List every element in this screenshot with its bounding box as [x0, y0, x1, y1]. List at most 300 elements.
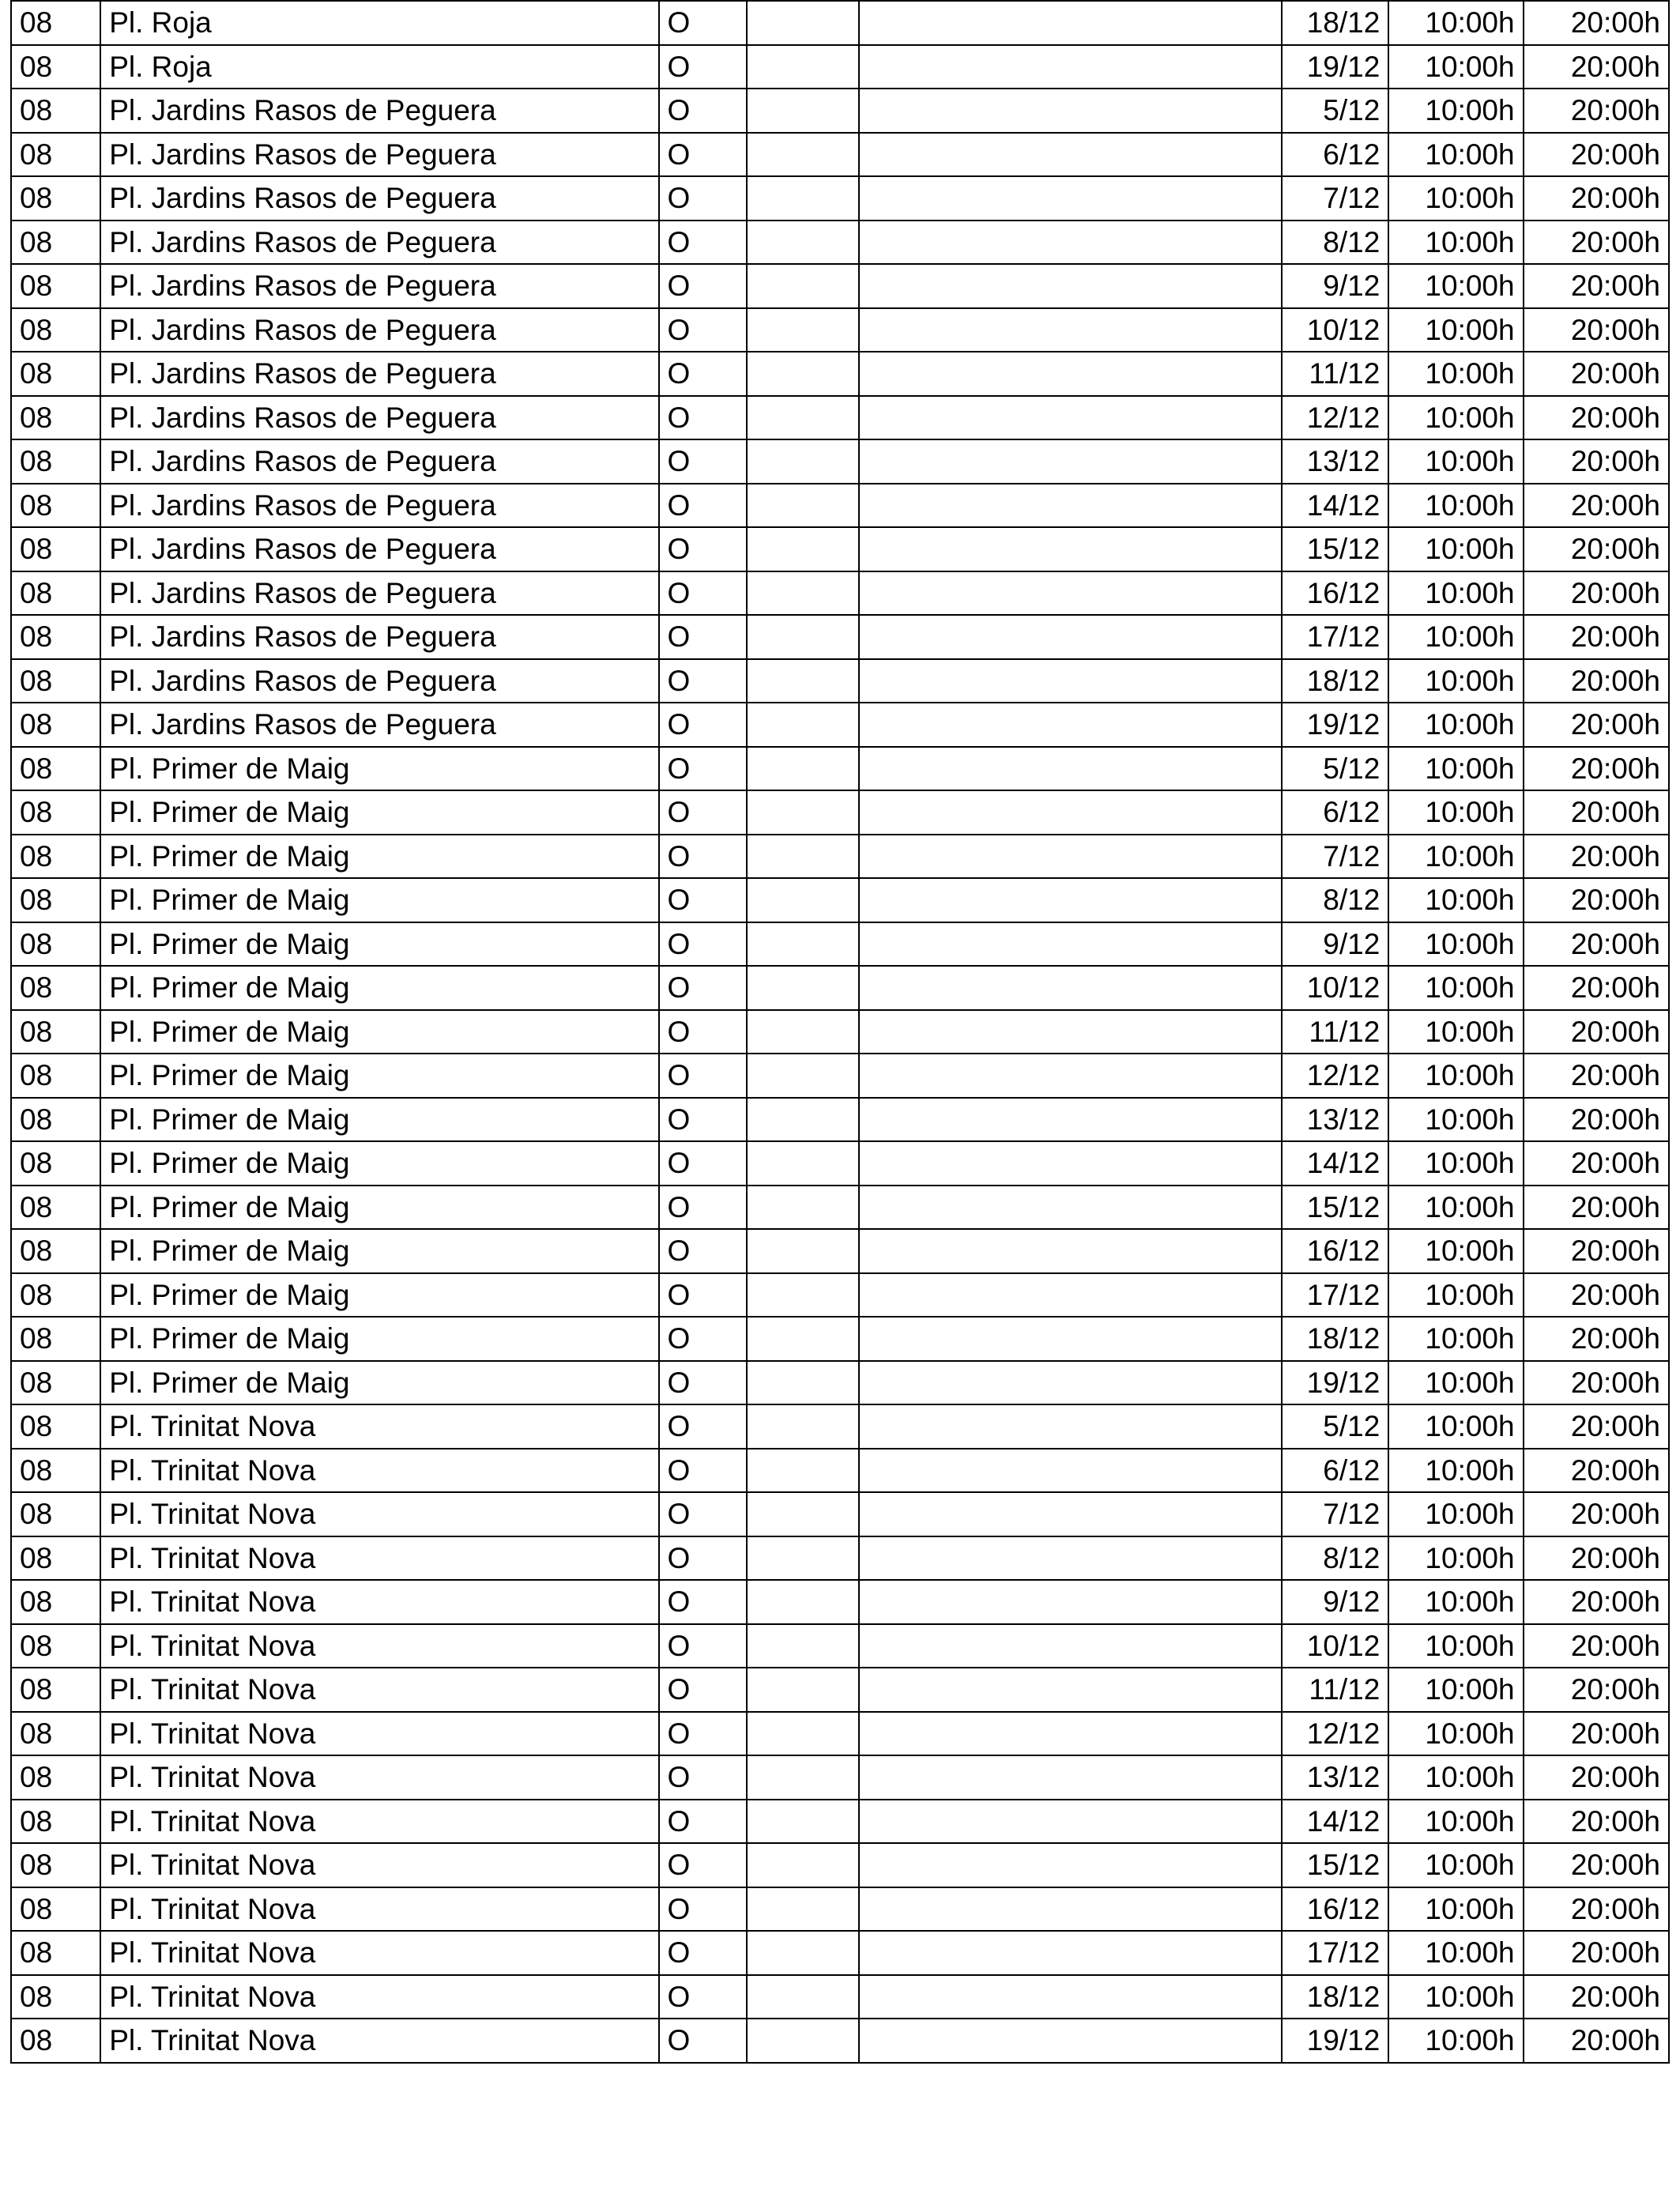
location-cell: Pl. Primer de Maig: [100, 1229, 658, 1273]
empty-cell: [859, 264, 1282, 308]
date-cell: 10/12: [1282, 1624, 1388, 1668]
empty-cell: [859, 1536, 1282, 1581]
empty-cell: [747, 1273, 859, 1318]
table-row: [11, 221, 1669, 265]
start-time-cell: 10:00h: [1388, 1580, 1523, 1624]
empty-cell: [747, 1186, 859, 1230]
start-time-cell: 10:00h: [1388, 922, 1523, 967]
type-cell: O: [659, 1054, 747, 1098]
empty-cell: [747, 1317, 859, 1361]
location-cell: Pl. Jardins Rasos de Peguera: [100, 264, 658, 308]
end-time-cell: 20:00h: [1524, 1229, 1669, 1273]
empty-cell: [859, 1404, 1282, 1449]
district-code-cell: 08: [11, 1141, 100, 1186]
table-row: [11, 1712, 1669, 1756]
start-time-cell: 10:00h: [1388, 527, 1523, 571]
end-time-cell: 20:00h: [1524, 1712, 1669, 1756]
date-cell: 13/12: [1282, 1755, 1388, 1800]
location-cell: Pl. Jardins Rasos de Peguera: [100, 133, 658, 177]
empty-cell: [747, 1975, 859, 2019]
type-cell: O: [659, 790, 747, 835]
end-time-cell: 20:00h: [1524, 747, 1669, 791]
location-cell: Pl. Primer de Maig: [100, 1010, 658, 1054]
location-cell: Pl. Jardins Rasos de Peguera: [100, 659, 658, 703]
date-cell: 18/12: [1282, 1, 1388, 45]
end-time-cell: 20:00h: [1524, 571, 1669, 616]
empty-cell: [859, 659, 1282, 703]
end-time-cell: 20:00h: [1524, 790, 1669, 835]
date-cell: 7/12: [1282, 176, 1388, 221]
end-time-cell: 20:00h: [1524, 1186, 1669, 1230]
district-code-cell: 08: [11, 1010, 100, 1054]
date-cell: 17/12: [1282, 1931, 1388, 1975]
location-cell: Pl. Trinitat Nova: [100, 1492, 658, 1536]
district-code-cell: 08: [11, 571, 100, 616]
district-code-cell: 08: [11, 1492, 100, 1536]
start-time-cell: 10:00h: [1388, 1, 1523, 45]
date-cell: 10/12: [1282, 308, 1388, 352]
date-cell: 8/12: [1282, 1536, 1388, 1581]
district-code-cell: 08: [11, 352, 100, 396]
location-cell: Pl. Jardins Rasos de Peguera: [100, 308, 658, 352]
location-cell: Pl. Jardins Rasos de Peguera: [100, 89, 658, 133]
type-cell: O: [659, 264, 747, 308]
date-cell: 17/12: [1282, 615, 1388, 659]
empty-cell: [747, 966, 859, 1010]
table-row: [11, 1098, 1669, 1142]
empty-cell: [747, 615, 859, 659]
table-row: [11, 1975, 1669, 2019]
empty-cell: [747, 396, 859, 440]
table-row: [11, 835, 1669, 879]
empty-cell: [747, 1712, 859, 1756]
end-time-cell: 20:00h: [1524, 1317, 1669, 1361]
type-cell: O: [659, 571, 747, 616]
table-row: [11, 659, 1669, 703]
empty-cell: [747, 439, 859, 484]
district-code-cell: 08: [11, 1887, 100, 1932]
date-cell: 11/12: [1282, 1668, 1388, 1712]
start-time-cell: 10:00h: [1388, 1712, 1523, 1756]
end-time-cell: 20:00h: [1524, 878, 1669, 922]
table-row: [11, 1931, 1669, 1975]
district-code-cell: 08: [11, 264, 100, 308]
empty-cell: [859, 1712, 1282, 1756]
type-cell: O: [659, 878, 747, 922]
table-row: [11, 1580, 1669, 1624]
date-cell: 8/12: [1282, 221, 1388, 265]
type-cell: O: [659, 1843, 747, 1887]
empty-cell: [859, 1010, 1282, 1054]
date-cell: 17/12: [1282, 1273, 1388, 1318]
table-row: [11, 1361, 1669, 1405]
district-code-cell: 08: [11, 439, 100, 484]
start-time-cell: 10:00h: [1388, 1536, 1523, 1581]
type-cell: O: [659, 1887, 747, 1932]
table-row: [11, 484, 1669, 528]
table-row: [11, 703, 1669, 747]
empty-cell: [747, 1010, 859, 1054]
end-time-cell: 20:00h: [1524, 703, 1669, 747]
district-code-cell: 08: [11, 966, 100, 1010]
district-code-cell: 08: [11, 221, 100, 265]
start-time-cell: 10:00h: [1388, 1975, 1523, 2019]
end-time-cell: 20:00h: [1524, 352, 1669, 396]
date-cell: 19/12: [1282, 2019, 1388, 2063]
type-cell: O: [659, 1186, 747, 1230]
schedule-table-body: [11, 1, 1669, 2063]
location-cell: Pl. Primer de Maig: [100, 878, 658, 922]
start-time-cell: 10:00h: [1388, 1098, 1523, 1142]
type-cell: O: [659, 922, 747, 967]
empty-cell: [859, 1800, 1282, 1844]
start-time-cell: 10:00h: [1388, 2019, 1523, 2063]
table-row: [11, 790, 1669, 835]
empty-cell: [859, 396, 1282, 440]
type-cell: O: [659, 966, 747, 1010]
district-code-cell: 08: [11, 1449, 100, 1493]
table-row: [11, 1010, 1669, 1054]
date-cell: 7/12: [1282, 1492, 1388, 1536]
type-cell: O: [659, 439, 747, 484]
district-code-cell: 08: [11, 1317, 100, 1361]
district-code-cell: 08: [11, 835, 100, 879]
table-row: [11, 966, 1669, 1010]
district-code-cell: 08: [11, 703, 100, 747]
date-cell: 15/12: [1282, 1843, 1388, 1887]
empty-cell: [859, 352, 1282, 396]
start-time-cell: 10:00h: [1388, 1186, 1523, 1230]
location-cell: Pl. Trinitat Nova: [100, 1536, 658, 1581]
type-cell: O: [659, 1712, 747, 1756]
type-cell: O: [659, 45, 747, 89]
type-cell: O: [659, 703, 747, 747]
empty-cell: [859, 1317, 1282, 1361]
district-code-cell: 08: [11, 790, 100, 835]
empty-cell: [747, 1, 859, 45]
empty-cell: [747, 308, 859, 352]
end-time-cell: 20:00h: [1524, 1492, 1669, 1536]
type-cell: O: [659, 747, 747, 791]
start-time-cell: 10:00h: [1388, 835, 1523, 879]
table-row: [11, 1624, 1669, 1668]
empty-cell: [747, 527, 859, 571]
empty-cell: [859, 439, 1282, 484]
end-time-cell: 20:00h: [1524, 1800, 1669, 1844]
empty-cell: [747, 1755, 859, 1800]
start-time-cell: 10:00h: [1388, 45, 1523, 89]
type-cell: O: [659, 1317, 747, 1361]
district-code-cell: 08: [11, 484, 100, 528]
table-row: [11, 1668, 1669, 1712]
empty-cell: [747, 1449, 859, 1493]
type-cell: O: [659, 1580, 747, 1624]
type-cell: O: [659, 1975, 747, 2019]
end-time-cell: 20:00h: [1524, 1098, 1669, 1142]
end-time-cell: 20:00h: [1524, 1536, 1669, 1581]
type-cell: O: [659, 659, 747, 703]
district-code-cell: 08: [11, 1668, 100, 1712]
date-cell: 19/12: [1282, 45, 1388, 89]
type-cell: O: [659, 1449, 747, 1493]
table-row: [11, 1186, 1669, 1230]
date-cell: 8/12: [1282, 878, 1388, 922]
end-time-cell: 20:00h: [1524, 1668, 1669, 1712]
district-code-cell: 08: [11, 1186, 100, 1230]
location-cell: Pl. Jardins Rasos de Peguera: [100, 484, 658, 528]
location-cell: Pl. Jardins Rasos de Peguera: [100, 396, 658, 440]
empty-cell: [747, 1800, 859, 1844]
empty-cell: [859, 1361, 1282, 1405]
end-time-cell: 20:00h: [1524, 659, 1669, 703]
end-time-cell: 20:00h: [1524, 264, 1669, 308]
empty-cell: [859, 1186, 1282, 1230]
location-cell: Pl. Trinitat Nova: [100, 1449, 658, 1493]
end-time-cell: 20:00h: [1524, 1580, 1669, 1624]
location-cell: Pl. Trinitat Nova: [100, 1755, 658, 1800]
end-time-cell: 20:00h: [1524, 835, 1669, 879]
type-cell: O: [659, 89, 747, 133]
empty-cell: [747, 1580, 859, 1624]
start-time-cell: 10:00h: [1388, 308, 1523, 352]
empty-cell: [859, 308, 1282, 352]
empty-cell: [859, 1580, 1282, 1624]
location-cell: Pl. Primer de Maig: [100, 966, 658, 1010]
date-cell: 14/12: [1282, 1141, 1388, 1186]
location-cell: Pl. Primer de Maig: [100, 747, 658, 791]
date-cell: 15/12: [1282, 527, 1388, 571]
location-cell: Pl. Trinitat Nova: [100, 1800, 658, 1844]
empty-cell: [747, 264, 859, 308]
empty-cell: [859, 790, 1282, 835]
district-code-cell: 08: [11, 659, 100, 703]
empty-cell: [747, 790, 859, 835]
start-time-cell: 10:00h: [1388, 1361, 1523, 1405]
location-cell: Pl. Primer de Maig: [100, 1273, 658, 1318]
district-code-cell: 08: [11, 1536, 100, 1581]
location-cell: Pl. Jardins Rasos de Peguera: [100, 527, 658, 571]
table-row: [11, 264, 1669, 308]
date-cell: 19/12: [1282, 1361, 1388, 1405]
start-time-cell: 10:00h: [1388, 1800, 1523, 1844]
location-cell: Pl. Trinitat Nova: [100, 1931, 658, 1975]
type-cell: O: [659, 1098, 747, 1142]
empty-cell: [747, 1843, 859, 1887]
empty-cell: [859, 922, 1282, 967]
start-time-cell: 10:00h: [1388, 703, 1523, 747]
date-cell: 7/12: [1282, 835, 1388, 879]
empty-cell: [747, 484, 859, 528]
table-row: [11, 1317, 1669, 1361]
start-time-cell: 10:00h: [1388, 747, 1523, 791]
table-row: [11, 878, 1669, 922]
date-cell: 18/12: [1282, 1975, 1388, 2019]
empty-cell: [859, 1668, 1282, 1712]
type-cell: O: [659, 1668, 747, 1712]
district-code-cell: 08: [11, 2019, 100, 2063]
date-cell: 12/12: [1282, 396, 1388, 440]
type-cell: O: [659, 133, 747, 177]
district-code-cell: 08: [11, 1361, 100, 1405]
end-time-cell: 20:00h: [1524, 1404, 1669, 1449]
start-time-cell: 10:00h: [1388, 1054, 1523, 1098]
empty-cell: [747, 703, 859, 747]
end-time-cell: 20:00h: [1524, 133, 1669, 177]
date-cell: 18/12: [1282, 659, 1388, 703]
empty-cell: [747, 133, 859, 177]
table-row: [11, 571, 1669, 616]
empty-cell: [747, 1931, 859, 1975]
table-row: [11, 1887, 1669, 1932]
start-time-cell: 10:00h: [1388, 439, 1523, 484]
type-cell: O: [659, 1931, 747, 1975]
empty-cell: [859, 1843, 1282, 1887]
start-time-cell: 10:00h: [1388, 1668, 1523, 1712]
date-cell: 12/12: [1282, 1054, 1388, 1098]
empty-cell: [747, 1229, 859, 1273]
district-code-cell: 08: [11, 615, 100, 659]
end-time-cell: 20:00h: [1524, 89, 1669, 133]
empty-cell: [859, 1098, 1282, 1142]
type-cell: O: [659, 1492, 747, 1536]
empty-cell: [747, 747, 859, 791]
district-code-cell: 08: [11, 1, 100, 45]
location-cell: Pl. Primer de Maig: [100, 1361, 658, 1405]
district-code-cell: 08: [11, 1712, 100, 1756]
empty-cell: [859, 835, 1282, 879]
date-cell: 9/12: [1282, 1580, 1388, 1624]
location-cell: Pl. Trinitat Nova: [100, 2019, 658, 2063]
empty-cell: [747, 89, 859, 133]
table-row: [11, 133, 1669, 177]
end-time-cell: 20:00h: [1524, 1887, 1669, 1932]
empty-cell: [747, 1141, 859, 1186]
start-time-cell: 10:00h: [1388, 1229, 1523, 1273]
empty-cell: [747, 1098, 859, 1142]
empty-cell: [747, 2019, 859, 2063]
district-code-cell: 08: [11, 1975, 100, 2019]
location-cell: Pl. Jardins Rasos de Peguera: [100, 615, 658, 659]
district-code-cell: 08: [11, 1273, 100, 1318]
empty-cell: [859, 176, 1282, 221]
location-cell: Pl. Jardins Rasos de Peguera: [100, 176, 658, 221]
end-time-cell: 20:00h: [1524, 45, 1669, 89]
location-cell: Pl. Trinitat Nova: [100, 1668, 658, 1712]
table-row: [11, 1404, 1669, 1449]
end-time-cell: 20:00h: [1524, 1010, 1669, 1054]
district-code-cell: 08: [11, 1054, 100, 1098]
end-time-cell: 20:00h: [1524, 922, 1669, 967]
district-code-cell: 08: [11, 89, 100, 133]
empty-cell: [859, 615, 1282, 659]
date-cell: 19/12: [1282, 703, 1388, 747]
empty-cell: [747, 1887, 859, 1932]
start-time-cell: 10:00h: [1388, 1492, 1523, 1536]
type-cell: O: [659, 1536, 747, 1581]
end-time-cell: 20:00h: [1524, 527, 1669, 571]
date-cell: 14/12: [1282, 484, 1388, 528]
table-row: [11, 1141, 1669, 1186]
location-cell: Pl. Trinitat Nova: [100, 1712, 658, 1756]
empty-cell: [747, 878, 859, 922]
start-time-cell: 10:00h: [1388, 176, 1523, 221]
date-cell: 11/12: [1282, 352, 1388, 396]
location-cell: Pl. Trinitat Nova: [100, 1624, 658, 1668]
district-code-cell: 08: [11, 922, 100, 967]
type-cell: O: [659, 1229, 747, 1273]
table-row: [11, 396, 1669, 440]
empty-cell: [859, 571, 1282, 616]
empty-cell: [859, 747, 1282, 791]
table-row: [11, 922, 1669, 967]
empty-cell: [859, 1273, 1282, 1318]
table-row: [11, 1449, 1669, 1493]
end-time-cell: 20:00h: [1524, 1361, 1669, 1405]
empty-cell: [859, 878, 1282, 922]
date-cell: 5/12: [1282, 1404, 1388, 1449]
type-cell: O: [659, 2019, 747, 2063]
district-code-cell: 08: [11, 747, 100, 791]
table-row: [11, 89, 1669, 133]
start-time-cell: 10:00h: [1388, 615, 1523, 659]
end-time-cell: 20:00h: [1524, 1449, 1669, 1493]
type-cell: O: [659, 1141, 747, 1186]
end-time-cell: 20:00h: [1524, 615, 1669, 659]
district-code-cell: 08: [11, 527, 100, 571]
empty-cell: [859, 1755, 1282, 1800]
end-time-cell: 20:00h: [1524, 396, 1669, 440]
table-row: [11, 1536, 1669, 1581]
date-cell: 5/12: [1282, 747, 1388, 791]
table-row: [11, 1492, 1669, 1536]
date-cell: 16/12: [1282, 1229, 1388, 1273]
empty-cell: [747, 1536, 859, 1581]
table-row: [11, 1, 1669, 45]
type-cell: O: [659, 352, 747, 396]
empty-cell: [747, 571, 859, 616]
district-code-cell: 08: [11, 1843, 100, 1887]
empty-cell: [747, 1404, 859, 1449]
date-cell: 6/12: [1282, 1449, 1388, 1493]
empty-cell: [747, 922, 859, 967]
location-cell: Pl. Primer de Maig: [100, 790, 658, 835]
empty-cell: [859, 484, 1282, 528]
empty-cell: [859, 1887, 1282, 1932]
district-code-cell: 08: [11, 878, 100, 922]
end-time-cell: 20:00h: [1524, 1141, 1669, 1186]
empty-cell: [747, 1361, 859, 1405]
location-cell: Pl. Primer de Maig: [100, 1141, 658, 1186]
start-time-cell: 10:00h: [1388, 1931, 1523, 1975]
empty-cell: [747, 659, 859, 703]
type-cell: O: [659, 1404, 747, 1449]
district-code-cell: 08: [11, 1098, 100, 1142]
end-time-cell: 20:00h: [1524, 439, 1669, 484]
table-row: [11, 2019, 1669, 2063]
table-row: [11, 308, 1669, 352]
type-cell: O: [659, 1624, 747, 1668]
end-time-cell: 20:00h: [1524, 221, 1669, 265]
date-cell: 16/12: [1282, 571, 1388, 616]
table-row: [11, 527, 1669, 571]
table-row: [11, 1054, 1669, 1098]
date-cell: 13/12: [1282, 1098, 1388, 1142]
date-cell: 14/12: [1282, 1800, 1388, 1844]
date-cell: 5/12: [1282, 89, 1388, 133]
type-cell: O: [659, 308, 747, 352]
empty-cell: [859, 1141, 1282, 1186]
type-cell: O: [659, 176, 747, 221]
